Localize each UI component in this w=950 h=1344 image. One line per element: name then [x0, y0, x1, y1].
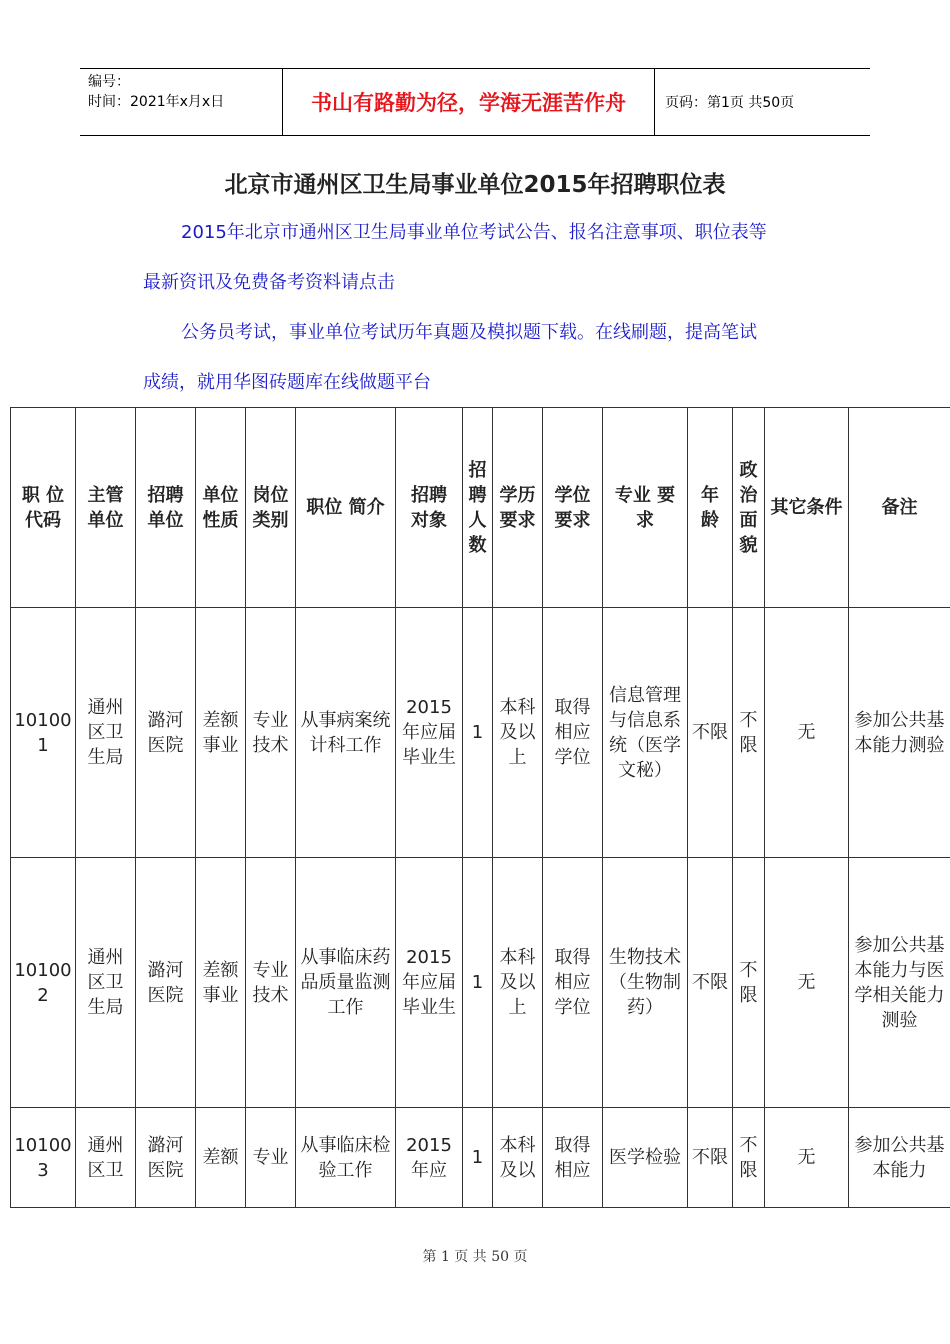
table-cell: 不限	[733, 858, 765, 1108]
table-cell: 1	[463, 1108, 493, 1208]
table-cell: 取得相应	[543, 1108, 603, 1208]
table-cell: 通州区卫生局	[76, 858, 136, 1108]
table-cell: 1	[463, 858, 493, 1108]
col-header: 招聘 单位	[136, 408, 196, 608]
col-header: 单位性质	[196, 408, 246, 608]
notice-line-1[interactable]: 2015年北京市通州区卫生局事业单位考试公告、报名注意事项、职位表等	[181, 222, 767, 243]
table-cell: 不限	[688, 858, 733, 1108]
col-header: 学历 要求	[493, 408, 543, 608]
table-row	[11, 1108, 950, 1208]
table-cell: 差额事业	[196, 858, 246, 1108]
header-motto: 书山有路勤为径，学海无涯苦作舟	[282, 69, 655, 135]
table-cell: 取得相应学位	[543, 858, 603, 1108]
table-cell: 不限	[688, 608, 733, 858]
col-header: 岗位类别	[246, 408, 296, 608]
table-cell: 本科及以上	[493, 858, 543, 1108]
notice-line-3[interactable]: 公务员考试，事业单位考试历年真题及模拟题下载。在线刷题，提高笔试	[181, 322, 757, 343]
table-cell: 不限	[688, 1108, 733, 1208]
table-cell: 通州区卫	[76, 1108, 136, 1208]
table-cell: 参加公共基本能力与医学相关能力测验	[849, 858, 950, 1108]
table-cell: 参加公共基本能力	[849, 1108, 950, 1208]
table-cell: 从事临床检验工作	[296, 1108, 396, 1208]
col-header: 备注	[849, 408, 950, 608]
table-cell: 101002	[11, 858, 76, 1108]
table-cell: 101003	[11, 1108, 76, 1208]
table-cell: 生物技术（生物制药）	[603, 858, 688, 1108]
col-header: 职位 简介	[296, 408, 396, 608]
table-cell: 专业技术	[246, 858, 296, 1108]
table-cell: 从事病案统计科工作	[296, 608, 396, 858]
col-header: 年 龄	[688, 408, 733, 608]
table-cell: 2015年应届毕业生	[396, 858, 463, 1108]
table-cell: 取得相应学位	[543, 608, 603, 858]
table-cell: 本科及以	[493, 1108, 543, 1208]
table-cell: 2015年应	[396, 1108, 463, 1208]
col-header: 招聘人数	[463, 408, 493, 608]
number-label: 编号：	[88, 74, 130, 90]
col-header: 专业 要求	[603, 408, 688, 608]
table-cell: 潞河医院	[136, 858, 196, 1108]
col-header: 政治面貌	[733, 408, 765, 608]
table-cell: 101001	[11, 608, 76, 858]
table-cell: 通州区卫生局	[76, 608, 136, 858]
notice-block	[143, 208, 823, 408]
table-cell: 不限	[733, 608, 765, 858]
table-row	[11, 608, 950, 858]
table-cell: 1	[463, 608, 493, 858]
col-header: 主管 单位	[76, 408, 136, 608]
header-meta	[80, 69, 282, 135]
header-page-number: 页码：第1页 共50页	[665, 95, 795, 111]
page-header	[80, 68, 870, 136]
table-cell: 潞河医院	[136, 608, 196, 858]
table-cell: 差额事业	[196, 608, 246, 858]
table-header-row	[11, 408, 950, 608]
table-cell: 差额	[196, 1108, 246, 1208]
table-cell: 无	[765, 858, 849, 1108]
table-cell: 专业	[246, 1108, 296, 1208]
col-header: 其它条件	[765, 408, 849, 608]
table-cell: 从事临床药品质量监测工作	[296, 858, 396, 1108]
table-cell: 医学检验	[603, 1108, 688, 1208]
table-cell: 无	[765, 608, 849, 858]
table-row	[11, 858, 950, 1108]
page-footer: 第 1 页 共 50 页	[422, 1249, 528, 1265]
positions-table	[10, 407, 950, 1208]
time-label: 时间：2021年x月x日	[88, 94, 225, 110]
table-cell: 无	[765, 1108, 849, 1208]
notice-line-2[interactable]: 最新资讯及免费备考资料请点击	[143, 272, 395, 293]
notice-line-4[interactable]: 成绩，就用华图砖题库在线做题平台	[143, 372, 431, 393]
table-cell: 本科及以上	[493, 608, 543, 858]
col-header: 学位 要求	[543, 408, 603, 608]
document-title: 北京市通州区卫生局事业单位2015年招聘职位表	[224, 172, 726, 198]
table-cell: 不限	[733, 1108, 765, 1208]
table-cell: 潞河医院	[136, 1108, 196, 1208]
table-cell: 2015年应届毕业生	[396, 608, 463, 858]
table-cell: 参加公共基本能力测验	[849, 608, 950, 858]
col-header: 招聘 对象	[396, 408, 463, 608]
table-cell: 专业技术	[246, 608, 296, 858]
col-header: 职 位 代码	[11, 408, 76, 608]
table-cell: 信息管理与信息系统（医学文秘）	[603, 608, 688, 858]
